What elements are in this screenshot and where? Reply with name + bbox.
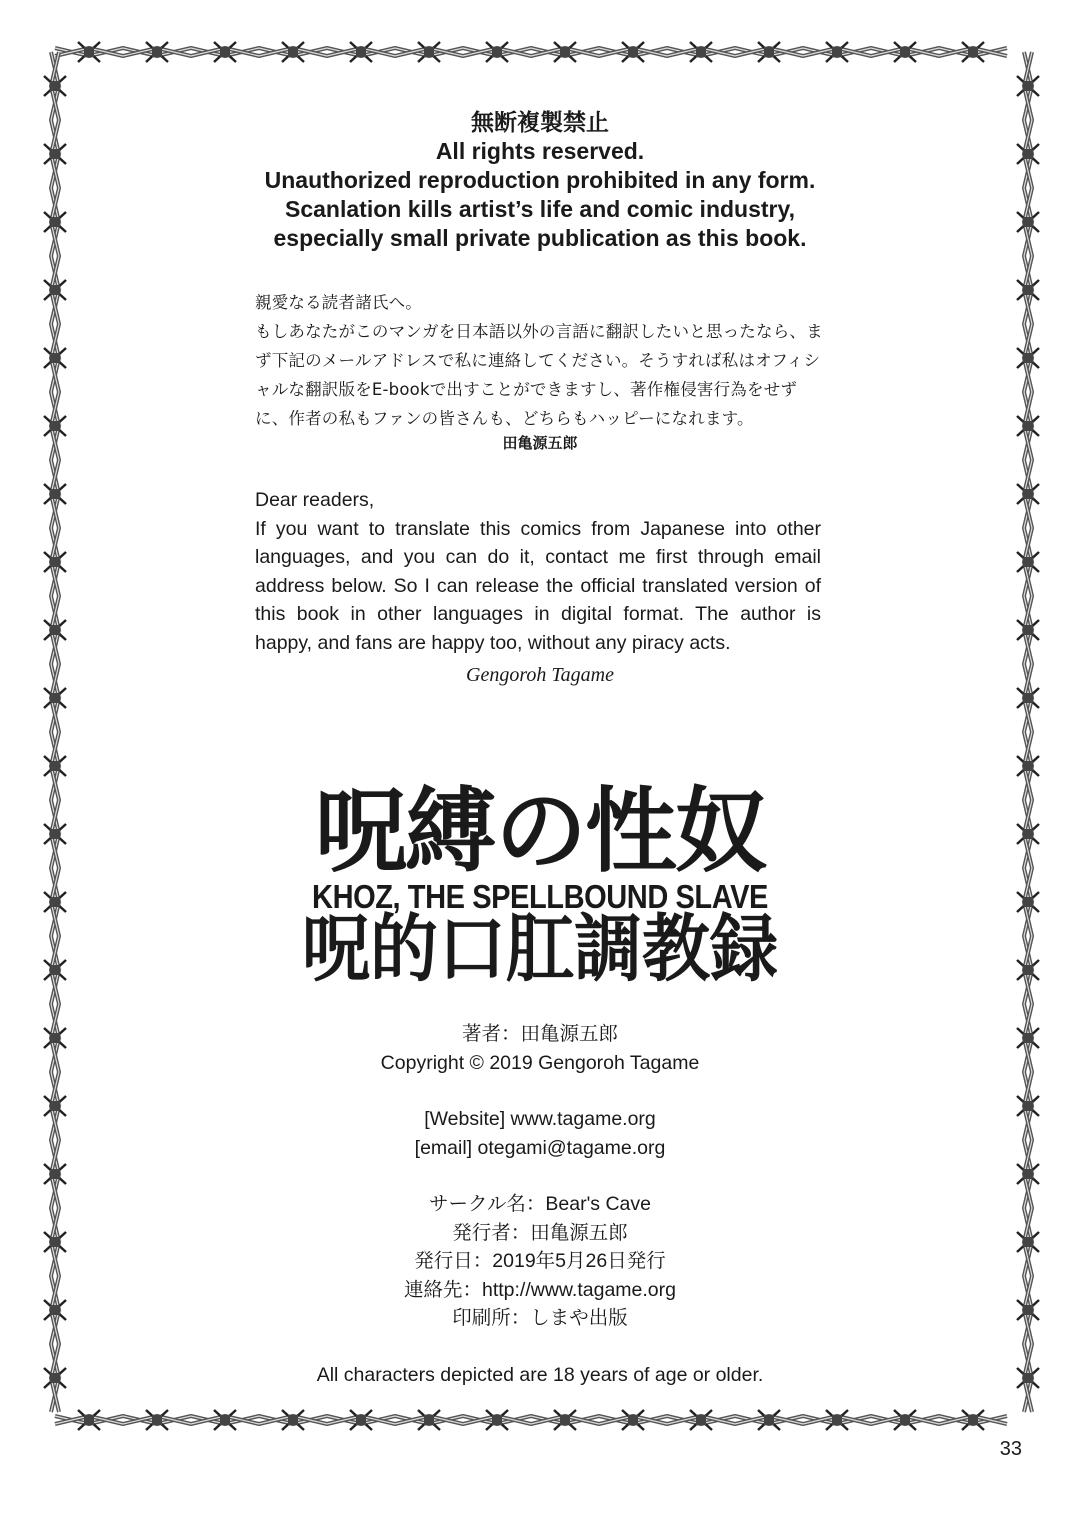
english-message: [255, 486, 821, 658]
barb: [78, 42, 100, 62]
copyright-line: Copyright © 2019 Gengoroh Tagame: [380, 1051, 700, 1074]
japanese-signature: 田亀源五郎: [502, 434, 578, 452]
barb: [1017, 76, 1039, 96]
copyright-warning: [0, 108, 1080, 253]
barb: [44, 348, 66, 368]
barb: [350, 1410, 372, 1430]
printer: 印刷所：しまや出版: [452, 1307, 628, 1329]
barb: [894, 1410, 916, 1430]
barb: [690, 42, 712, 62]
barb: [1017, 620, 1039, 640]
barb: [1017, 348, 1039, 368]
warning-line-1: All rights reserved.: [435, 138, 645, 164]
barb: [1017, 484, 1039, 504]
barb: [44, 76, 66, 96]
barb: [826, 1410, 848, 1430]
barb: [622, 42, 644, 62]
title-japanese-main: 呪縛の性奴: [314, 778, 765, 885]
barb: [1017, 688, 1039, 708]
barb: [554, 42, 576, 62]
barb: [146, 1410, 168, 1430]
barb: [44, 552, 66, 572]
title-english: KHOZ, THE SPELLBOUND SLAVE: [312, 878, 768, 915]
warning-line-4: especially small private publication as this book.: [273, 225, 807, 251]
japanese-body: もしあなたがこのマンガを日本語以外の言語に翻訳したいと思ったなら、まず下記のメールアドレスで私に連絡してください。そうすれば私はオフィシャルな翻訳版をE-bookで出すことができますし、著作権侵害行為をせずに、作者の私もファンの皆さんも、どちらもハッピーになれます。: [255, 322, 823, 428]
circle-name: サークル名：Bear's Cave: [428, 1193, 652, 1215]
barb: [44, 280, 66, 300]
warning-line-3: Scanlation kills artist’s life and comic industry,: [285, 196, 795, 222]
barb: [554, 1410, 576, 1430]
barb: [1017, 756, 1039, 776]
english-greeting: Dear readers,: [255, 489, 375, 511]
credits: [0, 1020, 1080, 1389]
publish-date: 発行日：2019年5月26日発行: [414, 1250, 666, 1272]
barb: [962, 42, 984, 62]
barb: [78, 1410, 100, 1430]
barb: [622, 1410, 644, 1430]
barb: [1017, 552, 1039, 572]
publisher: 発行者：田亀源五郎: [452, 1221, 628, 1244]
warning-line-2: Unauthorized reproduction prohibited in any form.: [264, 167, 816, 193]
barb: [486, 42, 508, 62]
warning-line-jp: 無断複製禁止: [471, 109, 609, 135]
contact[interactable]: 連絡先：http://www.tagame.org: [403, 1278, 676, 1301]
english-signature: Gengoroh Tagame: [466, 664, 614, 686]
barb: [418, 1410, 440, 1430]
age-notice: All characters depicted are 18 years of age or older.: [316, 1363, 764, 1386]
page-number: 33: [999, 1438, 1022, 1460]
barb: [826, 42, 848, 62]
barb: [282, 42, 304, 62]
barb: [1017, 280, 1039, 300]
barb: [282, 1410, 304, 1430]
barb: [962, 1410, 984, 1430]
english-body: If you want to translate this comics from Japanese into other languages, and you can do it, contact me first through email address below. So I can release the official translated version of this book in other languages in digital format. The author is happy, and fans are happy too, without any piracy acts.: [255, 517, 821, 654]
barb: [350, 42, 372, 62]
barb: [690, 1410, 712, 1430]
barb: [758, 1410, 780, 1430]
japanese-message: [255, 288, 823, 433]
barb: [418, 42, 440, 62]
barb: [146, 42, 168, 62]
barb: [758, 42, 780, 62]
barb: [44, 688, 66, 708]
barb: [214, 1410, 236, 1430]
barb: [44, 756, 66, 776]
title-japanese-sub: 呪的口肛調教録: [301, 906, 778, 993]
barb: [486, 1410, 508, 1430]
barb: [44, 620, 66, 640]
barb: [894, 42, 916, 62]
website-link[interactable]: [Website] www.tagame.org: [424, 1108, 656, 1130]
japanese-greeting: 親愛なる読者諸氏へ。: [255, 293, 422, 312]
email-link[interactable]: [email] otegami@tagame.org: [414, 1136, 666, 1159]
barb: [44, 484, 66, 504]
author-credit: 著者：田亀源五郎: [461, 1023, 618, 1045]
barb: [214, 42, 236, 62]
